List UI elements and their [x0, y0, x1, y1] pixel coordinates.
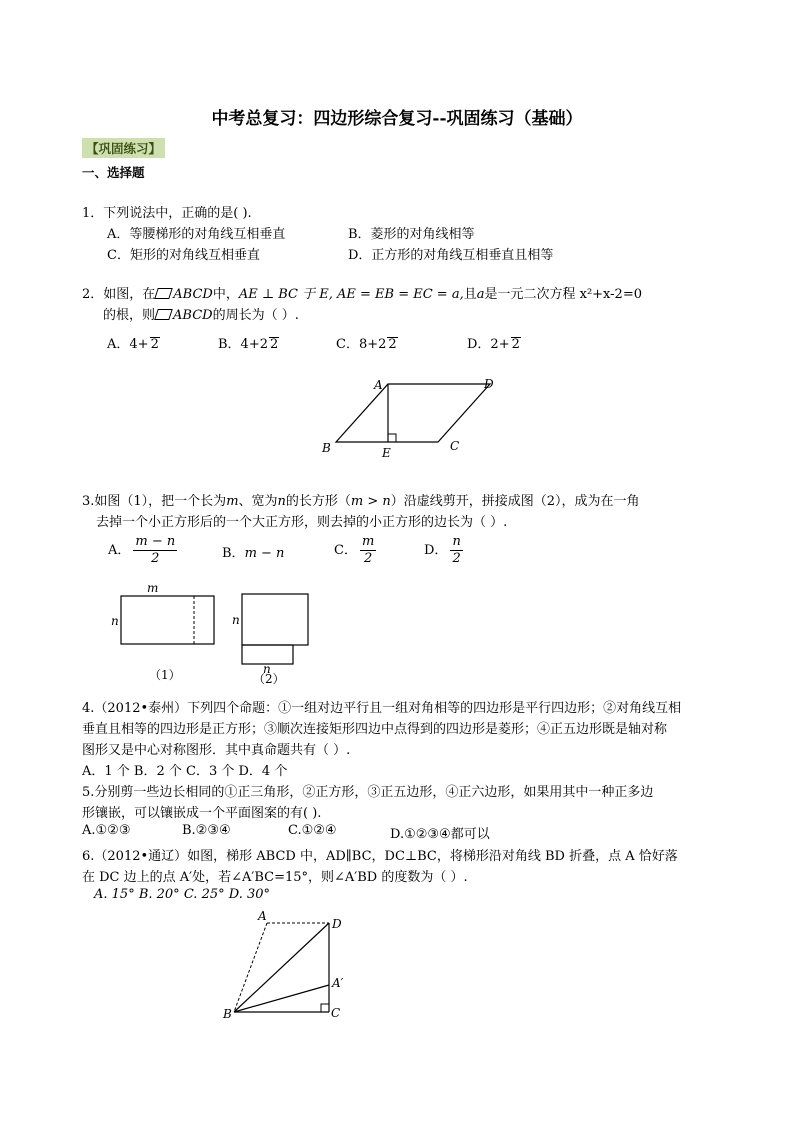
q1-option-d: D．正方形的对角线互相垂直且相等: [348, 248, 554, 263]
q5-option-c: C.①②④: [288, 823, 337, 838]
q3-option-c: C． $\frac{m}{2}$: [334, 534, 375, 566]
label-B: B: [223, 1007, 232, 1021]
q2-text: 是一元二次方程 x²+x-2=0: [484, 287, 642, 302]
q2-var-a: a: [476, 287, 485, 302]
q3-condition: m > n: [350, 494, 391, 509]
q1-option-b: B．菱形的对角线相等: [348, 227, 475, 242]
q3-option-b: B．m − n: [222, 546, 285, 561]
rectangle-mn: [121, 596, 214, 644]
q5-line2: 形镶嵌，可以镶嵌成一个平面图案的有( ).: [82, 806, 322, 821]
q6-line2: 在 DC 边上的点 A′处，若∠A′BC=15°，则∠A′BD 的度数为（ ）.: [82, 870, 468, 885]
q2-ABCD: ABCD: [173, 287, 213, 302]
q5-option-b: B.②③④: [182, 823, 231, 838]
q2-option-d: D．2+ 2: [467, 337, 520, 352]
parallelogram-symbol-icon: [154, 309, 173, 320]
sqrt-radical: 2: [150, 337, 159, 352]
q1-option-a: A．等腰梯形的对角线互相垂直: [107, 227, 286, 242]
fig1-caption: （1）: [149, 668, 181, 682]
q2-option-c: C．8+2 2: [336, 337, 397, 352]
label-B: B: [322, 441, 331, 455]
label-A-prime: A′: [332, 976, 344, 990]
q2-condition: AE ⊥ BC 于 E, AE = EB = EC = a,: [238, 287, 464, 302]
label-D: D: [332, 917, 342, 931]
fig1-label-m: m: [147, 581, 159, 595]
page-title: 中考总复习：四边形综合复习--巩固练习（基础）: [211, 109, 583, 129]
q6-line1: 6.（2012•通辽）如图，梯形 ABCD 中，AD∥BC，DC⊥BC，将梯形沿对角线 BD 折叠，点 A 恰好落: [82, 849, 678, 864]
sqrt-radical: 2: [388, 337, 397, 352]
q2-ABCD: ABCD: [173, 308, 213, 323]
q5-line1: 5.分别剪一些边长相同的①正三角形，②正方形，③正五边形，④正六边形，如果用其中一种正多边: [82, 785, 654, 800]
q2-text: 中，: [212, 287, 239, 302]
fig2-label-n: n: [232, 613, 240, 627]
q1-stem: 1．下列说法中，正确的是( ).: [82, 206, 252, 221]
q2-text: 的周长为（ ）.: [212, 308, 299, 323]
label-D: D: [484, 377, 494, 391]
q2-text: 且: [463, 287, 477, 302]
q3-var-n: n: [277, 494, 286, 509]
q4-line3: 图形又是中心对称图形．其中真命题共有（ ）.: [82, 743, 351, 758]
label-C: C: [331, 1006, 341, 1020]
q3-option-d: D． $\frac{n}{2}$: [424, 534, 461, 566]
sqrt-radical: 2: [511, 337, 520, 352]
big-rectangle: [242, 594, 308, 645]
q3-var-m: m: [226, 494, 239, 509]
q4-line2: 垂直且相等的四边形是正方形；③顺次连接矩形四边中点得到的四边形是菱形；④正五边形既是轴对称: [82, 722, 668, 737]
parallelogram-symbol-icon: [154, 288, 173, 299]
section-tag: 【巩固练习】: [82, 138, 165, 158]
q2-text: 2．如图，在: [82, 287, 156, 302]
fraction: $\frac{m}{2}$: [361, 534, 375, 566]
q5-option-d: D.①②③④都可以: [390, 827, 490, 842]
q3-stem-line1: 3.如图（1），把一个长为m、宽为n的长方形（m > n）沿虚线剪开，拼接成图（2），成为在一角: [82, 494, 640, 509]
parallelogram-shape: [336, 384, 490, 442]
q5-option-a: A.①②③: [82, 823, 131, 838]
q3-option-a: A． $\frac{m - n}{2}$: [108, 534, 176, 566]
label-A: A: [374, 378, 383, 392]
label-C: C: [450, 439, 460, 453]
fraction: $\frac{m - n}{2}$: [135, 534, 176, 566]
q2-option-a: A．4+ 2: [107, 337, 159, 352]
q6-options: A. 15° B. 20° C. 25° D. 30°: [94, 887, 271, 902]
right-angle-mark: [321, 1004, 329, 1012]
section-heading: 一、选择题: [82, 165, 145, 180]
sqrt-radical: 2: [270, 337, 279, 352]
label-E: E: [382, 446, 391, 460]
q2-parallelogram-figure: [310, 372, 510, 462]
dashed-AB: [234, 923, 267, 1012]
fig1-label-n: n: [111, 614, 119, 628]
q3-rectangle-figures: [105, 578, 315, 688]
q4-line1: 4.（2012•泰州）下列四个命题：①一组对边平行且一组对角相等的四边形是平行四边形；②对角线互相: [82, 701, 682, 716]
fraction: $\frac{n}{2}$: [452, 534, 461, 566]
q3-stem-line2: 去掉一个小正方形后的一个大正方形，则去掉的小正方形的边长为（ ）.: [96, 515, 508, 530]
fig2-caption: （2）: [253, 672, 285, 686]
label-A: A: [258, 909, 267, 923]
q2-text: 的根，则: [103, 308, 156, 323]
q4-options: A．1 个 B．2 个 C．3 个 D．4 个: [82, 764, 288, 779]
q1-option-c: C．矩形的对角线互相垂直: [107, 248, 260, 263]
q2-stem-line1: [82, 283, 642, 302]
q6-trapezoid-figure: [220, 908, 360, 1026]
fig2-label-n-bottom: n: [263, 662, 271, 676]
right-angle-mark: [388, 434, 396, 442]
q2-option-b: B．4+2 2: [218, 337, 279, 352]
q2-stem-line2: [103, 304, 299, 323]
